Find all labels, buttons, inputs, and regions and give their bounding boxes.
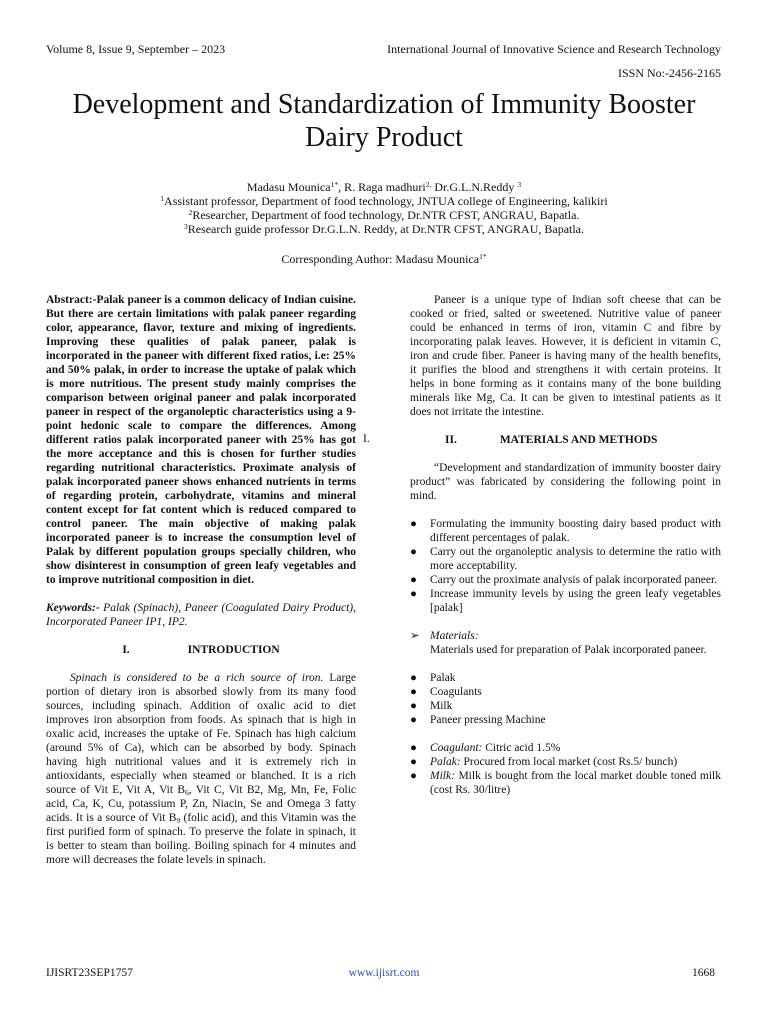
paper-title: Development and Standardization of Immunity Booster Dairy Product <box>72 89 696 153</box>
list-item: ● Increase immunity levels by using the green leafy vegetables [palak] <box>410 588 721 614</box>
materials-intro: Materials used for preparation of Palak incorporated paneer. <box>430 644 707 656</box>
journal-url-link[interactable]: www.ijisrt.com <box>348 967 420 979</box>
affiliation-3: $^3$Research guide professor Dr.G.L.N. Reddy, at Dr.NTR CFST, ANGRAU, Bapatla. <box>183 222 585 236</box>
bullet-icon: ● <box>410 546 417 558</box>
materials-details <box>410 741 721 797</box>
bullet-icon: ● <box>410 588 417 600</box>
list-item: ● Formulating the immunity boosting dairy based product with different percentages of palak. <box>410 518 721 544</box>
methods-points <box>410 517 721 615</box>
bullet-icon: ● <box>410 756 417 768</box>
author-3: Dr.G.L.N.Reddy <box>431 180 518 194</box>
bullet-icon: ● <box>410 770 417 782</box>
affiliation-1: $^1$Assistant professor, Department of food technology, JNTUA college of Engineering, kalikiri <box>160 194 608 208</box>
abstract: Abstract:-Palak paneer is a common delicacy of Indian cuisine. But there are certain limitations with palak paneer regarding color, appearance, flavor, texture and mixing of ingredients. Improving these qualities of palak paneer, palak is incorporated in the paneer with different fixed ratios, i.e: 25% and 50% palak, in order to increase the uptake of palak which is more nutritious. The present study mainly comprises the comparison between original paneer and palak incorporated paneer in respect of the organoleptic characteristics using a 9-point hedonic scale to compare the differences. Among different ratios palak incorporated paneer with 25% has got the more acceptance and this is chosen for further studies regarding nutritional characteristics. Proximate analysis of palak incorporated paneer shows enhanced nutrients in terms of regarding protein, carbohydrate, vitamins and mineral content except for fat content which is reduced compared to control paneer. The main objective of making palak incorporated paneer is to increase the consumption level of Palak by different population groups specially children, who show disinterest in consumption of green leafy vegetables and to improve nutritional composition in diet. <box>46 294 356 586</box>
introduction-paragraph: Spinach is considered to be a rich source of iron. Large portion of dietary iron is absorbed slowly from its many food sources, including spinach. Addition of oxalic acid to diet improves iron absorption from foods. As spinach that is high in oxalic acid, increases the uptake of Fe. Spinach has high calcium (around 5% of Ca), which can be absorbed by body. Spinach having high nutritional values and it is extremely rich in antioxidants, especially when steamed or blanched. It is a rich source of Vit E, Vit A, Vit $B_6$, Vit C, Vit B2, Mg, Mn, Fe, Folic acid, Ca, K, Cu, potassium P, Zn, Niacin, Se and Omega 3 fatty acids. It is a source of Vit $B_9$ (folic acid), and this Vitamin was the first purified form of spinach. To preserve the folate in spinach, it is better to steam than boiling. Boiling spinach for 4 minutes and more will decreases the folate levels in spinach. <box>46 672 357 866</box>
affiliation-2: $^2$Researcher, Department of food technology, Dr.NTR CFST, ANGRAU, Bapatla. <box>188 208 580 222</box>
paper-id: IJISRT23SEP1757 <box>46 967 133 979</box>
methods-intro: “Development and standardization of immunity booster dairy product” was fabricated by considering the following point in mind. <box>410 462 721 502</box>
author-2: , R. Raga madhuri <box>338 180 426 194</box>
bullet-icon: ● <box>410 672 417 684</box>
author-1: Madasu Mounica <box>246 180 331 194</box>
stray-numeral: I. <box>363 433 370 445</box>
corresponding-author: Corresponding Author: Madasu Mounica$^{1*}$ <box>281 252 487 266</box>
volume-info: Volume 8, Issue 9, September – 2023 <box>46 42 226 56</box>
author-line: Madasu Mounica$^{1*}$, R. Raga madhuri$^{2,}$ Dr.G.L.N.Reddy $^3$ <box>246 180 522 194</box>
page-number: 1668 <box>692 967 715 979</box>
arrow-bullet-icon: ➢ <box>410 630 420 642</box>
issn: ISSN No:-2456-2165 <box>617 66 721 80</box>
section-heading-introduction: I. INTRODUCTION <box>122 644 280 656</box>
journal-name: International Journal of Innovative Science and Research Technology <box>387 42 721 56</box>
list-item: ● Carry out the organoleptic analysis to determine the ratio with more acceptability. <box>410 546 721 572</box>
list-item: ● Coagulants <box>410 686 482 698</box>
right-column <box>410 293 721 797</box>
bullet-icon: ● <box>410 714 417 726</box>
list-item: ● Coagulant: Citric acid 1.5% <box>410 742 561 754</box>
list-item: ● Milk: Milk is bought from the local market double toned milk (cost Rs. 30/litre) <box>410 770 721 796</box>
bullet-icon: ● <box>410 518 417 530</box>
paneer-paragraph: Paneer is a unique type of Indian soft cheese that can be cooked or fried, salted or sweetened. Nutritive value of paneer could be enhanced in terms of iron, vitamin C and fibre by incorporating palak leaves. However, it is deficient in vitamin C, iron and crude fiber. Paneer is having many of the health benefits, it purifies the blood and strengthens it with certain proteins. It helps in bone forming as it contains many of the bone building minerals like Mg, Ca. It can be given to intestinal patients as it does not irritate the intestine. <box>410 294 721 418</box>
bullet-icon: ● <box>410 700 417 712</box>
bullet-icon: ● <box>410 574 417 586</box>
bullet-icon: ● <box>410 742 417 754</box>
section-heading-methods: II. MATERIALS AND METHODS <box>445 434 658 446</box>
left-column <box>46 293 356 867</box>
materials-list <box>410 671 721 727</box>
list-item: ● Paneer pressing Machine <box>410 714 546 726</box>
list-item: ● Palak <box>410 672 456 684</box>
list-item: ● Palak: Procured from local market (cost Rs.5/ bunch) <box>410 756 678 768</box>
materials-subheading: ➢ Materials: <box>410 630 479 642</box>
list-item: ● Milk <box>410 700 453 712</box>
list-item: ● Carry out the proximate analysis of palak incorporated paneer. <box>410 574 718 586</box>
keywords: Keywords:- Palak (Spinach), Paneer (Coagulated Dairy Product), Incorporated Paneer IP1, IP2. <box>46 602 356 628</box>
bullet-icon: ● <box>410 686 417 698</box>
